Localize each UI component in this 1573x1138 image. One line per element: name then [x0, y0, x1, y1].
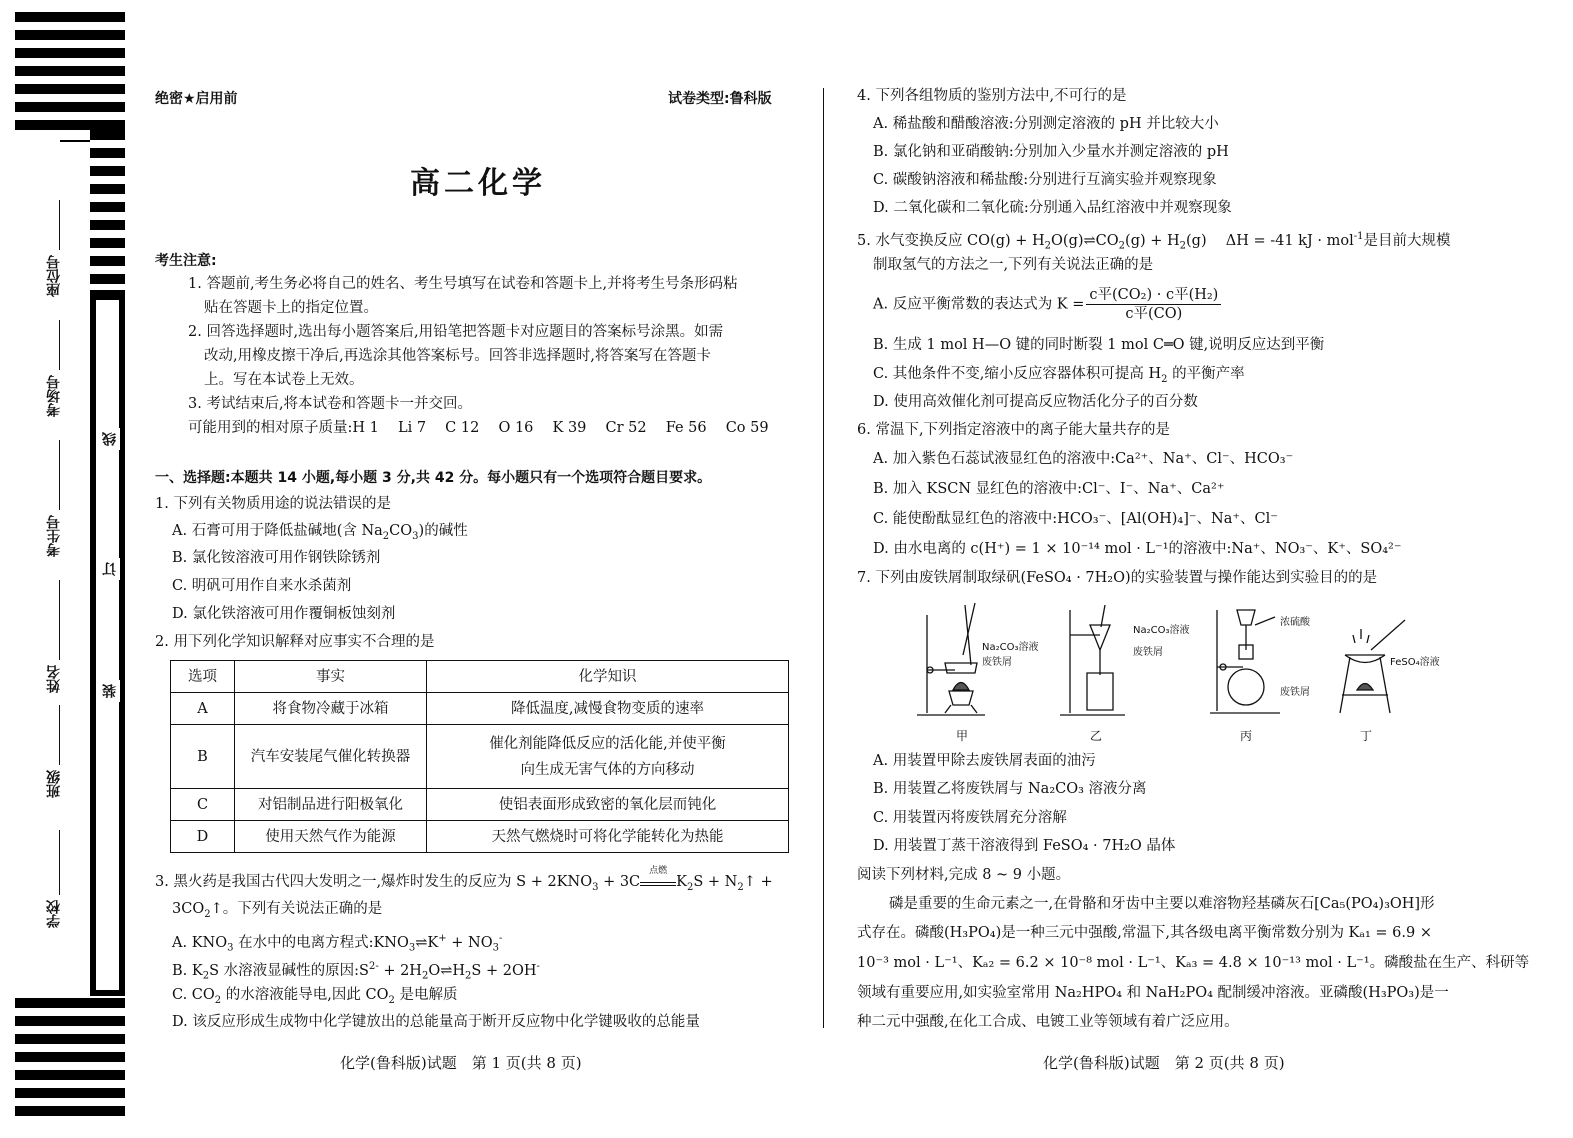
q5-option-d: D. 使用高效催化剂可提高反应物活化分子的百分数 — [873, 394, 1198, 410]
table-row: A 将食物冷藏于冰箱 降低温度,减慢食物变质的速率 — [171, 693, 789, 725]
q6-option-d: D. 由水电离的 c(H⁺) = 1 × 10⁻¹⁴ mol · L⁻¹的溶液中:Na⁺、NO₃⁻、K⁺、SO₄²⁻ — [873, 541, 1402, 557]
fig-label: 废铁屑 — [1133, 647, 1163, 658]
label-name: 姓名 — [46, 665, 62, 693]
reading-paragraph: 式存在。磷酸(H₃PO₄)是一种三元中强酸,常温下,其各级电离平衡常数分别为 Kₐ₁ = 6.9 × — [857, 925, 1432, 941]
q3-option-c: C. $CO_2$ 的水溶液能导电,因此 $CO_2$ 是电解质 — [172, 987, 458, 1006]
fig-label: Na₂CO₃溶液 — [1133, 625, 1190, 636]
q3-stem-line2: $3CO_2↑$。下列有关说法正确的是 — [172, 901, 383, 920]
q5-option-a: A. 反应平衡常数的表达式为 K = $\frac{\text{c平(CO₂) · c平(H₂)}}{\text{c平(CO)}}$ — [873, 286, 1223, 323]
reading-paragraph: 10⁻³ mol · L⁻¹、Kₐ₂ = 6.2 × 10⁻⁸ mol · L⁻¹、Kₐ₃ = 4.8 × 10⁻¹³ mol · L⁻¹。磷酸盐在生产、科研等 — [857, 955, 1530, 971]
q4-option-d: D. 二氧化碳和二氧化硫:分别通入品红溶液中并观察现象 — [873, 200, 1232, 216]
fig-caption: 乙 — [1090, 729, 1103, 743]
fig-label: FeSO₄溶液 — [1390, 657, 1440, 668]
blank-line — [59, 705, 60, 765]
fig-label: 废铁屑 — [1280, 687, 1310, 698]
label-student-number: 考生号 — [46, 515, 62, 557]
fig-caption: 丙 — [1240, 729, 1253, 743]
q3-stem: 3. 黑火药是我国古代四大发明之一,爆炸时发生的反应为 $S + 2KNO_3 + 3C$ 点燃 $K_2S$ + $N_2↑$ + — [155, 866, 773, 893]
q2-table — [170, 660, 789, 853]
q5-stem-line2: 制取氢气的方法之一,下列有关说法正确的是 — [873, 257, 1154, 273]
table-row: D 使用天然气作为能源 天然气燃烧时可将化学能转化为热能 — [171, 821, 789, 853]
table-header: 事实 — [235, 661, 427, 693]
cut-mark-line: 线 — [100, 428, 120, 450]
atomic-mass-line: 可能用到的相对原子质量:H 1 Li 7 C 12 O 16 K 39 Cr 52 Fe 56 Co 59 — [188, 420, 769, 436]
cut-mark-staple: 订 — [100, 558, 120, 580]
notice-line: 1. 答题前,考生务必将自己的姓名、考生号填写在试卷和答题卡上,并将考生号条形码粘 — [188, 276, 738, 292]
label-class: 班级 — [46, 770, 62, 798]
q5-stem: 5. 水气变换反应 $CO(g) + H_2O(g)\rightleftharpoons CO_2(g) + H_2(g)$ ΔH = -41 kJ · mol$^{-1}$是目前大规模 — [857, 231, 1451, 252]
q4-option-b: B. 氯化钠和亚硝酸钠:分别加入少量水并测定溶液的 pH — [873, 144, 1229, 160]
section-heading: 一、选择题:本题共 14 小题,每小题 3 分,共 42 分。每小题只有一个选项符合题目要求。 — [155, 470, 712, 486]
q1-option-b: B. 氯化铵溶液可用作钢铁除锈剂 — [172, 550, 381, 566]
fig-label: Na₂CO₃溶液 — [982, 642, 1039, 653]
q6-option-a: A. 加入紫色石蕊试液显红色的溶液中:Ca²⁺、Na⁺、Cl⁻、HCO₃⁻ — [873, 451, 1294, 467]
cut-mark-bind: 装 — [100, 680, 120, 702]
blank-line — [59, 320, 60, 370]
blank-line — [59, 200, 60, 250]
notice-heading: 考生注意: — [155, 253, 217, 269]
fig-label: 废铁屑 — [982, 657, 1012, 668]
label-room-number: 考场号 — [46, 375, 62, 417]
equilibrium-fraction: $\frac{\text{c平(CO₂) · c平(H₂)}}{\text{c平(CO)}}$ — [1086, 286, 1221, 323]
q7-apparatus-figure — [905, 595, 1465, 745]
reading-paragraph: 磷是重要的生命元素之一,在骨骼和牙齿中主要以难溶物羟基磷灰石[Ca₅(PO₄)₃OH]形 — [889, 896, 1435, 912]
q3-option-b: B. $K_2S$ 水溶液显碱性的原因$:S^{2-}$ + $2H_2O\rightleftharpoons H_2S + 2OH^-$ — [172, 961, 540, 982]
q1-option-a: A. 石膏可用于降低盐碱地(含 $Na_2CO_3$)的碱性 — [172, 523, 468, 542]
q7-option-a: A. 用装置甲除去废铁屑表面的油污 — [873, 753, 1096, 769]
table-header: 化学知识 — [427, 661, 789, 693]
q6-option-c: C. 能使酚酞显红色的溶液中:HCO₃⁻、[Al(OH)₄]⁻、Na⁺、Cl⁻ — [873, 511, 1278, 527]
blank-line — [59, 440, 60, 510]
reading-intro: 阅读下列材料,完成 8 ~ 9 小题。 — [857, 867, 1071, 883]
column-divider — [823, 88, 824, 1028]
secret-mark: 绝密★启用前 — [155, 91, 238, 107]
table-header: 选项 — [171, 661, 235, 693]
fig-caption: 甲 — [956, 729, 969, 743]
q7-option-d: D. 用装置丁蒸干溶液得到 FeSO₄ · 7H₂O 晶体 — [873, 838, 1176, 854]
table-row: B 汽车安装尾气催化转换器 催化剂能降低反应的活化能,并使平衡 向生成无害气体的方向移动 — [171, 725, 789, 789]
q6-option-b: B. 加入 KSCN 显红色的溶液中:Cl⁻、I⁻、Na⁺、Ca²⁺ — [873, 481, 1225, 497]
paper-type: 试卷类型:鲁科版 — [668, 91, 772, 107]
reading-paragraph: 领域有重要应用,如实验室常用 Na₂HPO₄ 和 NaH₂PO₄ 配制缓冲溶液。亚磷酸(H₃PO₃)是一 — [857, 985, 1449, 1001]
notice-line: 3. 考试结束后,将本试卷和答题卡一并交回。 — [188, 396, 473, 412]
fig-label: 浓硫酸 — [1280, 617, 1310, 628]
label-seat-number: 座位号 — [46, 255, 62, 297]
reading-paragraph: 种二元中强酸,在化工合成、电镀工业等领域有着广泛应用。 — [857, 1014, 1239, 1030]
q5-option-b: B. 生成 1 mol H—O 键的同时断裂 1 mol C═O 键,说明反应达到平衡 — [873, 337, 1325, 353]
table-row: C 对铝制品进行阳极氧化 使铝表面形成致密的氧化层而钝化 — [171, 789, 789, 821]
blank-line — [59, 830, 60, 895]
notice-line: 上。写在本试卷上无效。 — [204, 372, 364, 388]
q1-option-c: C. 明矾可用作自来水杀菌剂 — [172, 578, 352, 594]
label-school: 学校 — [46, 900, 62, 928]
q1-option-d: D. 氯化铁溶液可用作覆铜板蚀刻剂 — [172, 606, 396, 622]
footer-left: 化学(鲁科版)试题 第 1 页(共 8 页) — [340, 1054, 582, 1072]
q7-option-c: C. 用装置丙将废铁屑充分溶解 — [873, 810, 1067, 826]
q3-option-a: A. $KNO_3$ 在水中的电离方程式$:KNO_3\rightleftharpoons K^+ + NO_3^-$ — [172, 933, 503, 954]
q6-stem: 6. 常温下,下列指定溶液中的离子能大量共存的是 — [857, 422, 1171, 438]
notice-line: 改动,用橡皮擦干净后,再选涂其他答案标号。回答非选择题时,将答案写在答题卡 — [204, 348, 711, 364]
q3-option-d: D. 该反应形成生成物中化学键放出的总能量高于断开反应物中化学键吸收的总能量 — [172, 1014, 700, 1030]
notice-line: 2. 回答选择题时,选出每小题答案后,用铅笔把答题卡对应题目的答案标号涂黑。如需 — [188, 324, 724, 340]
footer-right: 化学(鲁科版)试题 第 2 页(共 8 页) — [1043, 1054, 1285, 1072]
blank-line — [59, 580, 60, 660]
q2-stem: 2. 用下列化学知识解释对应事实不合理的是 — [155, 634, 435, 650]
q7-stem: 7. 下列由废铁屑制取绿矾(FeSO₄ · 7H₂O)的实验装置与操作能达到实验目的的是 — [857, 570, 1378, 586]
page-title: 高二化学 — [410, 166, 546, 201]
q4-stem: 4. 下列各组物质的鉴别方法中,不可行的是 — [857, 88, 1127, 104]
q5-option-c: C. 其他条件不变,缩小反应容器体积可提高 $H_2$ 的平衡产率 — [873, 366, 1245, 385]
fig-caption: 丁 — [1360, 729, 1373, 743]
notice-line: 贴在答题卡上的指定位置。 — [204, 300, 378, 316]
q7-option-b: B. 用装置乙将废铁屑与 Na₂CO₃ 溶液分离 — [873, 781, 1147, 797]
q4-option-a: A. 稀盐酸和醋酸溶液:分别测定溶液的 pH 并比较大小 — [873, 116, 1219, 132]
q1-stem: 1. 下列有关物质用途的说法错误的是 — [155, 496, 391, 512]
q4-option-c: C. 碳酸钠溶液和稀盐酸:分别进行互滴实验并观察现象 — [873, 172, 1217, 188]
